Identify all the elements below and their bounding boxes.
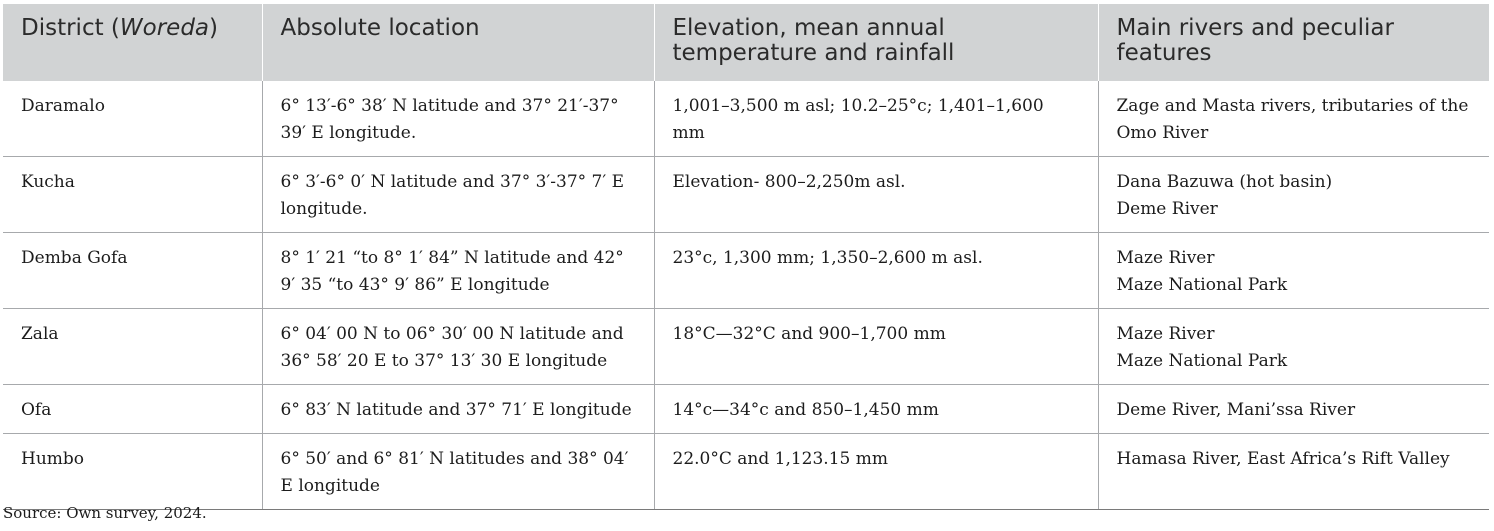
header-location: Absolute location (262, 4, 654, 81)
cell-location: 6° 13′-6° 38′ N latitude and 37° 21′-37° 39′ E longitude. (262, 81, 654, 157)
cell-location: 6° 3′-6° 0′ N latitude and 37° 3′-37° 7′ E longitude. (262, 157, 654, 233)
feature-line: Maze National Park (1116, 275, 1288, 295)
header-row (3, 4, 1489, 81)
header-climate: Elevation, mean annual temperature and rainfall (654, 4, 1098, 81)
header-rivers: Main rivers and peculiar features (1098, 4, 1489, 81)
table-body (3, 81, 1489, 510)
cell-climate: Elevation- 800–2,250m asl. (654, 157, 1098, 233)
header-district-italic: Woreda (119, 15, 210, 41)
cell-district: Humbo (3, 434, 262, 510)
cell-features (1098, 385, 1489, 434)
table-row (3, 157, 1489, 233)
feature-line: Deme River (1116, 199, 1218, 219)
feature-line: Maze National Park (1116, 351, 1288, 371)
cell-climate: 1,001–3,500 m asl; 10.2–25°c; 1,401–1,600 mm (654, 81, 1098, 157)
cell-district: Demba Gofa (3, 233, 262, 309)
cell-district: Zala (3, 309, 262, 385)
feature-line: Deme River, Mani’ssa River (1116, 400, 1356, 420)
cell-district: Kucha (3, 157, 262, 233)
feature-line: Dana Bazuwa (hot basin) (1116, 172, 1333, 192)
cell-features (1098, 434, 1489, 510)
header-district-prefix: District ( (21, 15, 120, 41)
cell-location: 6° 50′ and 6° 81′ N latitudes and 38° 04′ E longitude (262, 434, 654, 510)
cell-climate: 23°c, 1,300 mm; 1,350–2,600 m asl. (654, 233, 1098, 309)
cell-location: 8° 1′ 21 “to 8° 1′ 84” N latitude and 42° 9′ 35 “to 43° 9′ 86” E longitude (262, 233, 654, 309)
table-row (3, 385, 1489, 434)
feature-line: Maze River (1116, 248, 1215, 268)
feature-line: Zage and Masta rivers, tributaries of the Omo River (1116, 96, 1469, 143)
cell-climate: 22.0°C and 1,123.15 mm (654, 434, 1098, 510)
cell-climate: 18°C—32°C and 900–1,700 mm (654, 309, 1098, 385)
table-row (3, 434, 1489, 510)
cell-features (1098, 81, 1489, 157)
feature-line: Maze River (1116, 324, 1215, 344)
cell-features (1098, 233, 1489, 309)
table-row (3, 233, 1489, 309)
district-table (3, 4, 1489, 510)
feature-line: Hamasa River, East Africa’s Rift Valley (1116, 449, 1450, 469)
cell-features (1098, 309, 1489, 385)
table-row (3, 309, 1489, 385)
header-district (3, 4, 262, 81)
cell-district: Daramalo (3, 81, 262, 157)
table-row (3, 81, 1489, 157)
header-district-suffix: ) (209, 15, 219, 41)
cell-climate: 14°c—34°c and 850–1,450 mm (654, 385, 1098, 434)
data-table-container (3, 4, 1489, 510)
table-header (3, 4, 1489, 81)
cell-location: 6° 83′ N latitude and 37° 71′ E longitude (262, 385, 654, 434)
cell-district: Ofa (3, 385, 262, 434)
cell-features (1098, 157, 1489, 233)
source-note: Source: Own survey, 2024. (3, 504, 207, 522)
cell-location: 6° 04′ 00 N to 06° 30′ 00 N latitude and 36° 58′ 20 E to 37° 13′ 30 E longitude (262, 309, 654, 385)
